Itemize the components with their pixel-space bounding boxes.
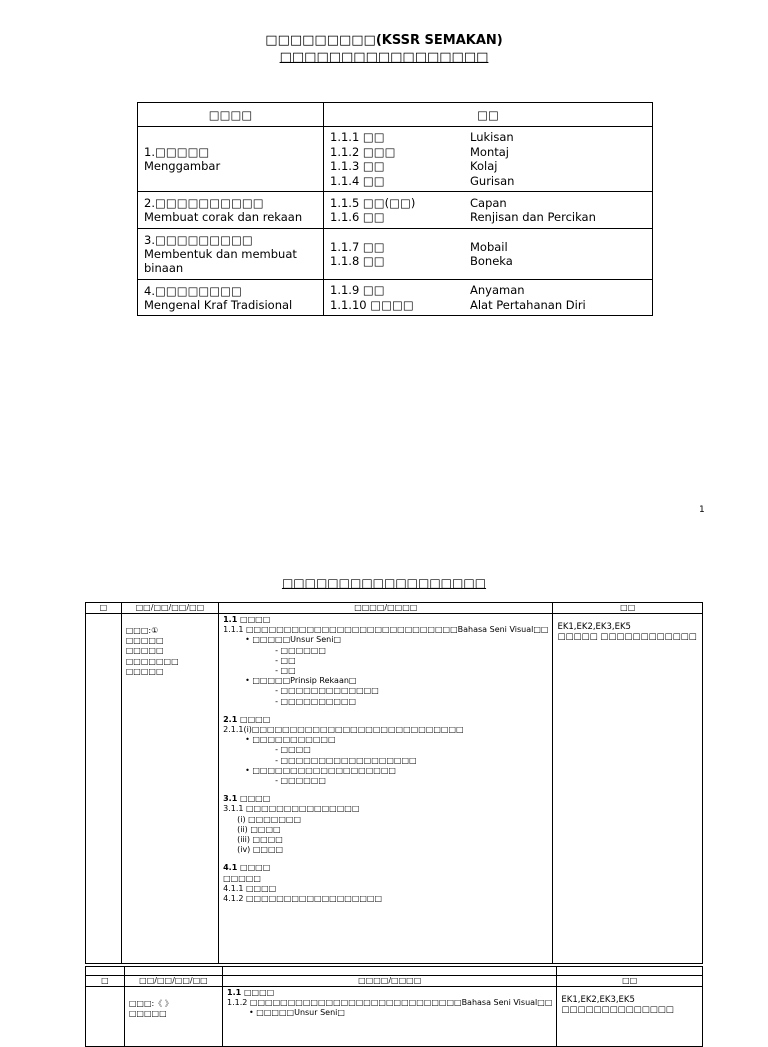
- area-name-ms: Membentuk dan membuat binaan: [144, 247, 297, 275]
- text-line: □□□□□ □□□□□□□□□□□□: [557, 632, 697, 643]
- topic-ms: Montaj: [470, 144, 509, 159]
- content-line: 1.1 □□□□: [227, 988, 275, 997]
- content-line: 3.1 □□□□: [223, 794, 271, 804]
- topic-ms: Boneka: [470, 254, 513, 268]
- topic-code: 1.1.8 □□: [330, 254, 385, 268]
- text-line: □□□□□□□□□□□□□□: [561, 1005, 674, 1016]
- content-line: 4.1 □□□□: [223, 863, 271, 873]
- topic-ms: Alat Pertahanan Diri: [470, 297, 586, 312]
- topic-ms: Mobail: [470, 239, 508, 254]
- skills-cell: [553, 614, 703, 964]
- summary-row-2: [138, 192, 653, 229]
- page-number: 1: [699, 505, 705, 515]
- content-line: - □□: [275, 666, 296, 676]
- summary-row-3: [138, 229, 653, 280]
- area-name-cn: 1.□□□□□: [144, 145, 210, 159]
- area-cell: [138, 127, 324, 192]
- content-line: [223, 707, 548, 715]
- content-line: - □□□□□□□□□□□□□: [275, 686, 379, 696]
- header-content: □□□□/□□□□: [219, 603, 553, 614]
- summary-row-1: [138, 127, 653, 192]
- topic-code: 1.1.5 □□(□□): [330, 195, 416, 210]
- content-line: (iv) □□□□: [237, 845, 284, 855]
- content-line: - □□□□□□: [275, 776, 326, 786]
- summary-row-4: [138, 280, 653, 316]
- text-line: EK1,EK2,EK3,EK5: [561, 995, 635, 1005]
- area-name-cn: 3.□□□□□□□□□: [144, 233, 253, 247]
- content-cell: [223, 987, 557, 1047]
- content-line: (i) □□□□□□□: [237, 814, 302, 824]
- content-cell: [219, 614, 553, 964]
- content-line: 1.1.2 □□□□□□□□□□□□□□□□□□□□□□□□□□□□Bahasa Seni Visual□□: [227, 998, 553, 1008]
- summary-header-row: [138, 103, 653, 127]
- topic-ms: Lukisan: [470, 130, 514, 144]
- content-line: - □□□□□□: [275, 645, 326, 655]
- lesson-plan-table-2: [85, 966, 703, 1047]
- area-name-ms: Membuat corak dan rekaan: [144, 210, 303, 224]
- area-name-cn: 2.□□□□□□□□□□: [144, 196, 264, 210]
- topic-ms: Kolaj: [470, 159, 498, 173]
- content-line: - □□□□: [275, 745, 311, 755]
- topic-ms: Renjisan dan Percikan: [470, 210, 596, 224]
- skills-cell: [557, 987, 703, 1047]
- summary-table: [137, 102, 653, 316]
- content-line: - □□□□□□□□□□□□□□□□□□: [275, 755, 417, 765]
- header-week: □: [86, 603, 122, 614]
- content-line: □□□□□: [223, 873, 261, 883]
- header-theme: □□/□□/□□/□□: [121, 603, 218, 614]
- header-theme: □□/□□/□□/□□: [124, 976, 222, 987]
- week-cell: [86, 614, 122, 964]
- theme-cell: [124, 987, 222, 1047]
- text-line: □□□□□: [125, 666, 164, 676]
- content-line: • □□□□□Unsur Seni□: [249, 1008, 345, 1018]
- area-cell: [138, 229, 324, 280]
- content-line: - □□: [275, 655, 296, 665]
- content-line: 3.1.1 □□□□□□□□□□□□□□□: [223, 804, 360, 814]
- topic-code: 1.1.3 □□: [330, 159, 385, 173]
- document-subtitle: □□□□□□□□□□□□□□□□□: [279, 50, 489, 65]
- content-line: 4.1.1 □□□□: [223, 883, 277, 893]
- document-title: □□□□□□□□□(KSSR SEMAKAN): [265, 33, 503, 48]
- topic-code: 1.1.4 □□: [330, 173, 385, 188]
- header-content: □□□□/□□□□: [223, 976, 557, 987]
- plan-header-row: [86, 976, 703, 987]
- text-line: □□□:《 》: [128, 999, 173, 1008]
- area-cell: [138, 280, 324, 316]
- text-line: □□□□□: [125, 646, 164, 656]
- area-cell: [138, 192, 324, 229]
- plan-spacer-row: [86, 967, 703, 976]
- plan-week-row: [86, 614, 703, 964]
- topic-cell: [324, 229, 653, 280]
- header-week: □: [86, 976, 125, 987]
- topic-ms: Capan: [470, 195, 507, 210]
- area-name-cn: 4.□□□□□□□□: [144, 283, 242, 298]
- content-line: 4.1.2 □□□□□□□□□□□□□□□□□□: [223, 894, 383, 904]
- plan-title: □□□□□□□□□□□□□□□□□□: [281, 576, 487, 590]
- week-cell: [86, 987, 125, 1047]
- content-line: • □□□□□□□□□□□□□□□□□□□: [245, 765, 396, 775]
- spacer-cell: [86, 967, 125, 976]
- spacer-cell: [223, 967, 557, 976]
- plan-week-row: [86, 987, 703, 1047]
- summary-header-topic: □□: [324, 103, 653, 127]
- text-line: □□□□□: [128, 1009, 167, 1019]
- topic-cell: [324, 127, 653, 192]
- topic-code: 1.1.10 □□□□: [330, 297, 414, 312]
- topic-ms: Gurisan: [470, 173, 515, 188]
- topic-code: 1.1.2 □□□: [330, 144, 396, 159]
- topic-ms: Anyaman: [470, 283, 525, 297]
- content-line: • □□□□□□□□□□□: [245, 735, 336, 745]
- spacer-cell: [124, 967, 222, 976]
- header-skills: □□: [557, 976, 703, 987]
- spacer-cell: [557, 967, 703, 976]
- summary-header-area: □□□□: [138, 103, 324, 127]
- content-line: 2.1 □□□□: [223, 714, 271, 724]
- text-line: □□□:①: [125, 626, 159, 635]
- area-name-ms: Mengenal Kraf Tradisional: [144, 297, 293, 312]
- content-line: 1.1.1 □□□□□□□□□□□□□□□□□□□□□□□□□□□□Bahasa Seni Visual□□: [223, 625, 549, 635]
- content-line: (iii) □□□□: [237, 835, 283, 845]
- topic-code: 1.1.1 □□: [330, 130, 385, 144]
- content-line: [223, 786, 548, 794]
- content-line: 2.1.1(i)□□□□□□□□□□□□□□□□□□□□□□□□□□□□: [223, 725, 464, 735]
- topic-cell: [324, 280, 653, 316]
- text-line: □□□□□□□: [125, 656, 179, 666]
- content-line: [223, 855, 548, 863]
- header-skills: □□: [553, 603, 703, 614]
- content-line: 1.1 □□□□: [223, 615, 271, 624]
- lesson-plan-table-1: [85, 602, 703, 964]
- text-line: □□□□□: [125, 636, 164, 646]
- topic-code: 1.1.6 □□: [330, 210, 385, 224]
- topic-cell: [324, 192, 653, 229]
- topic-code: 1.1.9 □□: [330, 283, 385, 297]
- content-line: • □□□□□Unsur Seni□: [245, 635, 341, 645]
- theme-cell: [121, 614, 218, 964]
- area-name-ms: Menggambar: [144, 159, 221, 173]
- topic-code: 1.1.7 □□: [330, 239, 385, 254]
- text-line: EK1,EK2,EK3,EK5: [557, 622, 631, 632]
- plan-header-row: [86, 603, 703, 614]
- content-line: • □□□□□Prinsip Rekaan□: [245, 676, 357, 686]
- content-line: - □□□□□□□□□□: [275, 696, 357, 706]
- content-line: (ii) □□□□: [237, 824, 281, 834]
